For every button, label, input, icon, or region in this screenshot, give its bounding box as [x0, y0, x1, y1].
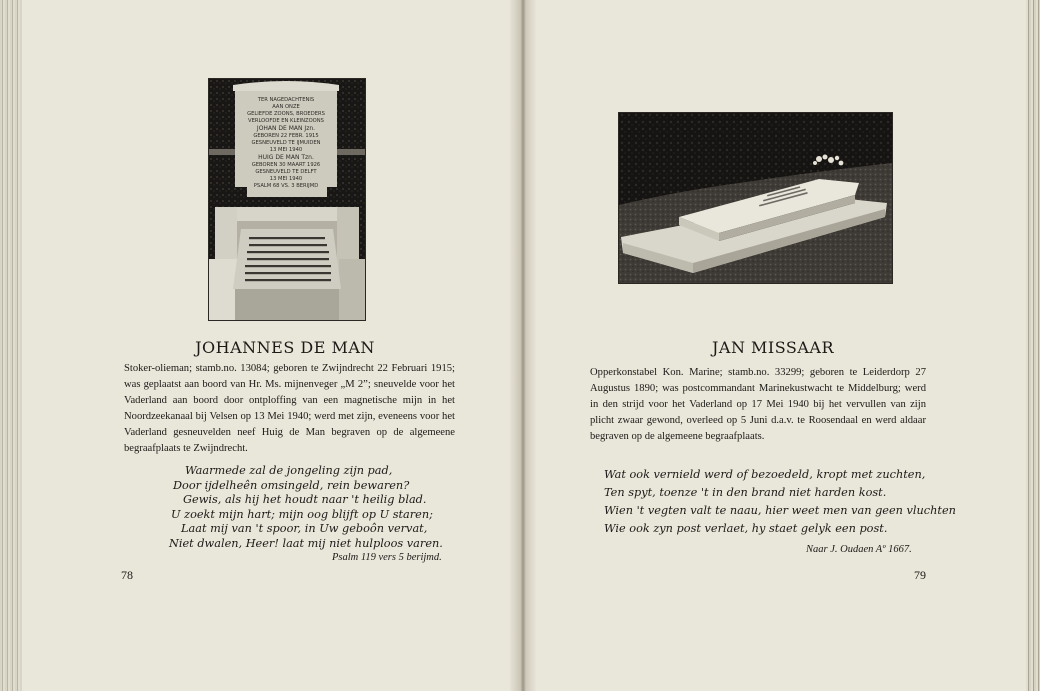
verse-line: Wat ook vernield werd of bezoedeld, kropt met zuchten,	[604, 468, 926, 481]
biography-text: Stoker-olieman; stamb.no. 13084; geboren te Zwijndrecht 22 Februari 1915; was geplaatst aan boord van Hr. Ms. mijnenveger „M 2”; sneuvelde voor het Vaderland aan boord door ontploffing van een magnetische mijn in het Noordzeekanaal bij Velsen op 13 Mei 1940; werd met zijn, eveneens voor het Vaderland gesneuvelden neef Huig de Man begraven op de algemeene begraafplaats te Zwijndrecht.	[124, 363, 455, 454]
inscription-line: GEBOREN 30 MAART 1926	[251, 162, 321, 168]
inscription-line: VERLOOFDE EN KLEINZOONS	[248, 118, 324, 124]
verse-line: Wie ook zyn post verlaet, hy staet gelyk een post.	[604, 522, 888, 535]
verse	[604, 466, 956, 538]
verse-line: U zoekt mijn hart; mijn oog blijft op U staren;	[171, 507, 433, 521]
page-heading: JAN MISSAAR	[711, 338, 835, 357]
grave-photo	[208, 78, 366, 321]
inscription-line: GELIEFDE ZOONS, BROEDERS	[247, 111, 325, 117]
inscription-line: JOHAN DE MAN Jzn.	[256, 125, 316, 132]
verse-line: Ten spyt, toenze 't in den brand niet harden kost.	[604, 486, 887, 499]
page-number: 79	[914, 568, 926, 582]
page-heading: JOHANNES DE MAN	[195, 338, 375, 357]
inscription-line: TER NAGEDACHTENIS	[257, 97, 315, 103]
right-page	[536, 0, 1026, 691]
verse-line: Wien 't vegten valt te naau, hier weet men van geen vluchten	[604, 504, 956, 517]
inscription-line: 13 MEI 1940	[269, 147, 303, 153]
inscription-line: 13 MEI 1940	[269, 176, 303, 182]
grave-with-headstone-icon	[209, 79, 365, 320]
inscription-line: GESNEUVELD TE IJMUIDEN	[251, 140, 321, 146]
page-stack-left	[0, 0, 22, 691]
left-page	[22, 0, 510, 691]
verse-source: Psalm 119 vers 5 berijmd.	[332, 552, 442, 563]
verse-line: Laat mij van 't spoor, in Uw geboôn vervat,	[181, 522, 428, 535]
page-number: 78	[121, 568, 133, 582]
biography-text: Opperkonstabel Kon. Marine; stamb.no. 33299; geboren te Leiderdorp 27 Augustus 1890; was postcommandant Marinekustwacht te Middelburg; werd in den strijd voor het Vaderland op 17 Mei 1940 bij het vervullen van zijn plicht zwaar gewond, overleed op 5 Juni d.a.v. te Roosendaal en werd aldaar begraven op de algemeene begraafplaats.	[590, 367, 926, 442]
inscription-line: GEBOREN 22 FEBR. 1915	[253, 133, 319, 139]
inscription-line: AAN ONZE	[272, 104, 300, 110]
verse-line: Waarmede zal de jongeling zijn pad,	[185, 464, 393, 477]
book-spine	[510, 0, 536, 691]
page-stack-right	[1026, 0, 1040, 691]
inscription-line: HUIG DE MAN Tzn.	[258, 154, 314, 161]
verse-line: Door ijdelheên omsingeld, rein bewaren?	[173, 478, 410, 492]
inscription-line: PSALM 68 VS. 3 BERIJMD	[253, 183, 319, 189]
verse	[167, 464, 457, 551]
flat-grave-slab-icon	[619, 113, 892, 283]
verse-line: Gewis, als hij het houdt naar 't heilig blad.	[183, 493, 427, 506]
verse-source: Naar J. Oudaen Aº 1667.	[806, 544, 912, 555]
verse-line: Niet dwalen, Heer! laat mij niet hulploos varen.	[169, 536, 443, 550]
inscription-line: GESNEUVELD TE DELFT	[255, 169, 317, 175]
grave-photo	[618, 112, 893, 284]
